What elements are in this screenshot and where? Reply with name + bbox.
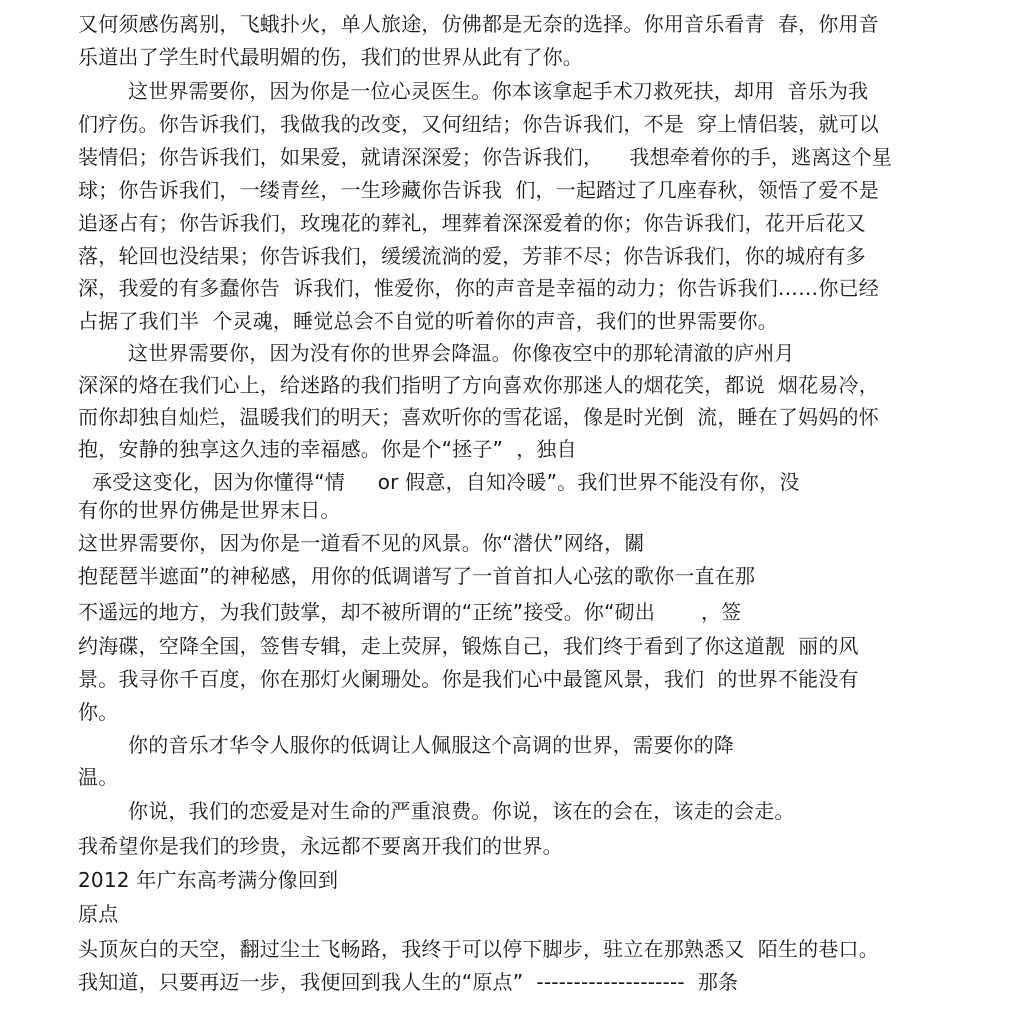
text-line: 承受这变化，因为你懂得“情 or 假意，自知冷暖”。我们世界不能没有你，没 [92,470,800,494]
text-line: 这世界需要你，因为你是一位心灵医生。你本该拿起手术刀救死扶，却用 音乐为我 [128,79,869,103]
text-line: 占据了我们半 个灵魂，睡觉总会不自觉的听着你的声音，我们的世界需要你。 [78,309,778,333]
text-line: 你。 [78,700,119,724]
text-line: 你的音乐才华令人服你的低调让人佩服这个高调的世界，需要你的降 [128,733,734,757]
text-line: 温。 [78,765,119,789]
text-line: 我希望你是我们的珍贵，永远都不要离开我们的世界。 [78,834,563,858]
text-line: 抱琵琶半遮面”的神秘感，用你的低调谱写了一首首扣人心弦的歌你一直在那 [78,564,756,588]
text-line: 约海碟，空降全国，签售专辑，走上荧屏，锻炼自己，我们终于看到了你这道靓 丽的风 [78,634,859,658]
text-line: 有你的世界仿佛是世界末日。 [78,498,341,522]
section-heading: 原点 [78,902,119,926]
text-line: 追逐占有；你告诉我们，玫瑰花的葬礼，埋葬着深深爱着的你；你告诉我们，花开后花又 [78,211,866,235]
text-line: 我知道，只要再迈一步，我便回到我人生的“原点” -------------------- 那条 [78,970,739,994]
text-line: 深深的烙在我们心上，给迷路的我们指明了方向喜欢你那迷人的烟花笑，都说 烟花易冷， [78,373,879,397]
text-line: 这世界需要你，因为没有你的世界会降温。你像夜空中的那轮清澈的庐州月 [128,341,795,365]
text-line: 落，轮回也没结果；你告诉我们，缓缓流淌的爱，芳菲不尽；你告诉我们，你的城府有多 [78,244,866,268]
text-line: 又何须感伤离别，飞蛾扑火，单人旅途，仿佛都是无奈的选择。你用音乐看青 春，你用音 [78,12,879,36]
text-line: 乐道出了学生时代最明媚的伤，我们的世界从此有了你。 [78,45,583,69]
text-line: 们疗伤。你告诉我们，我做我的改变，又何纽结；你告诉我们，不是 穿上情侣装，就可以 [78,112,879,136]
text-line: 这世界需要你，因为你是一道看不见的风景。你“潜伏”网络，關 [78,531,645,555]
text-line: 装情侣；你告诉我们，如果爱，就请深深爱；你告诉我们， 我想牵着你的手，逃离这个星 [78,145,893,169]
text-line: 景。我寻你千百度，你在那灯火阑珊处。你是我们心中最篦风景，我们 的世界不能没有 [78,667,859,691]
text-line: 而你却独自灿烂，温暖我们的明天；喜欢听你的雪花谣，像是时光倒 流，睡在了妈妈的怀 [78,405,879,429]
section-heading: 2012 年广东高考满分像回到 [78,868,339,892]
text-line: 你说，我们的恋爱是对生命的严重浪费。你说，该在的会在，该走的会走。 [128,799,795,823]
text-line: 深，我爱的有多蠢你告 诉我们，惟爱你，你的声音是幸福的动力；你告诉我们……你已经 [78,276,879,300]
text-line: 球；你告诉我们，一缕青丝，一生珍藏你告诉我 们，一起踏过了几座春秋，领悟了爱不是 [78,178,879,202]
text-line: 抱，安静的独享这久违的幸福感。你是个“拯子” ，独自 [78,437,577,461]
text-line: 不遥远的地方，为我们鼓掌，却不被所谓的“正统”接受。你“砌出 ，签 [78,600,742,624]
text-line: 头顶灰白的天空，翻过尘土飞畅路，我终于可以停下脚步，驻立在那熟悉又 陌生的巷口。 [78,937,879,961]
